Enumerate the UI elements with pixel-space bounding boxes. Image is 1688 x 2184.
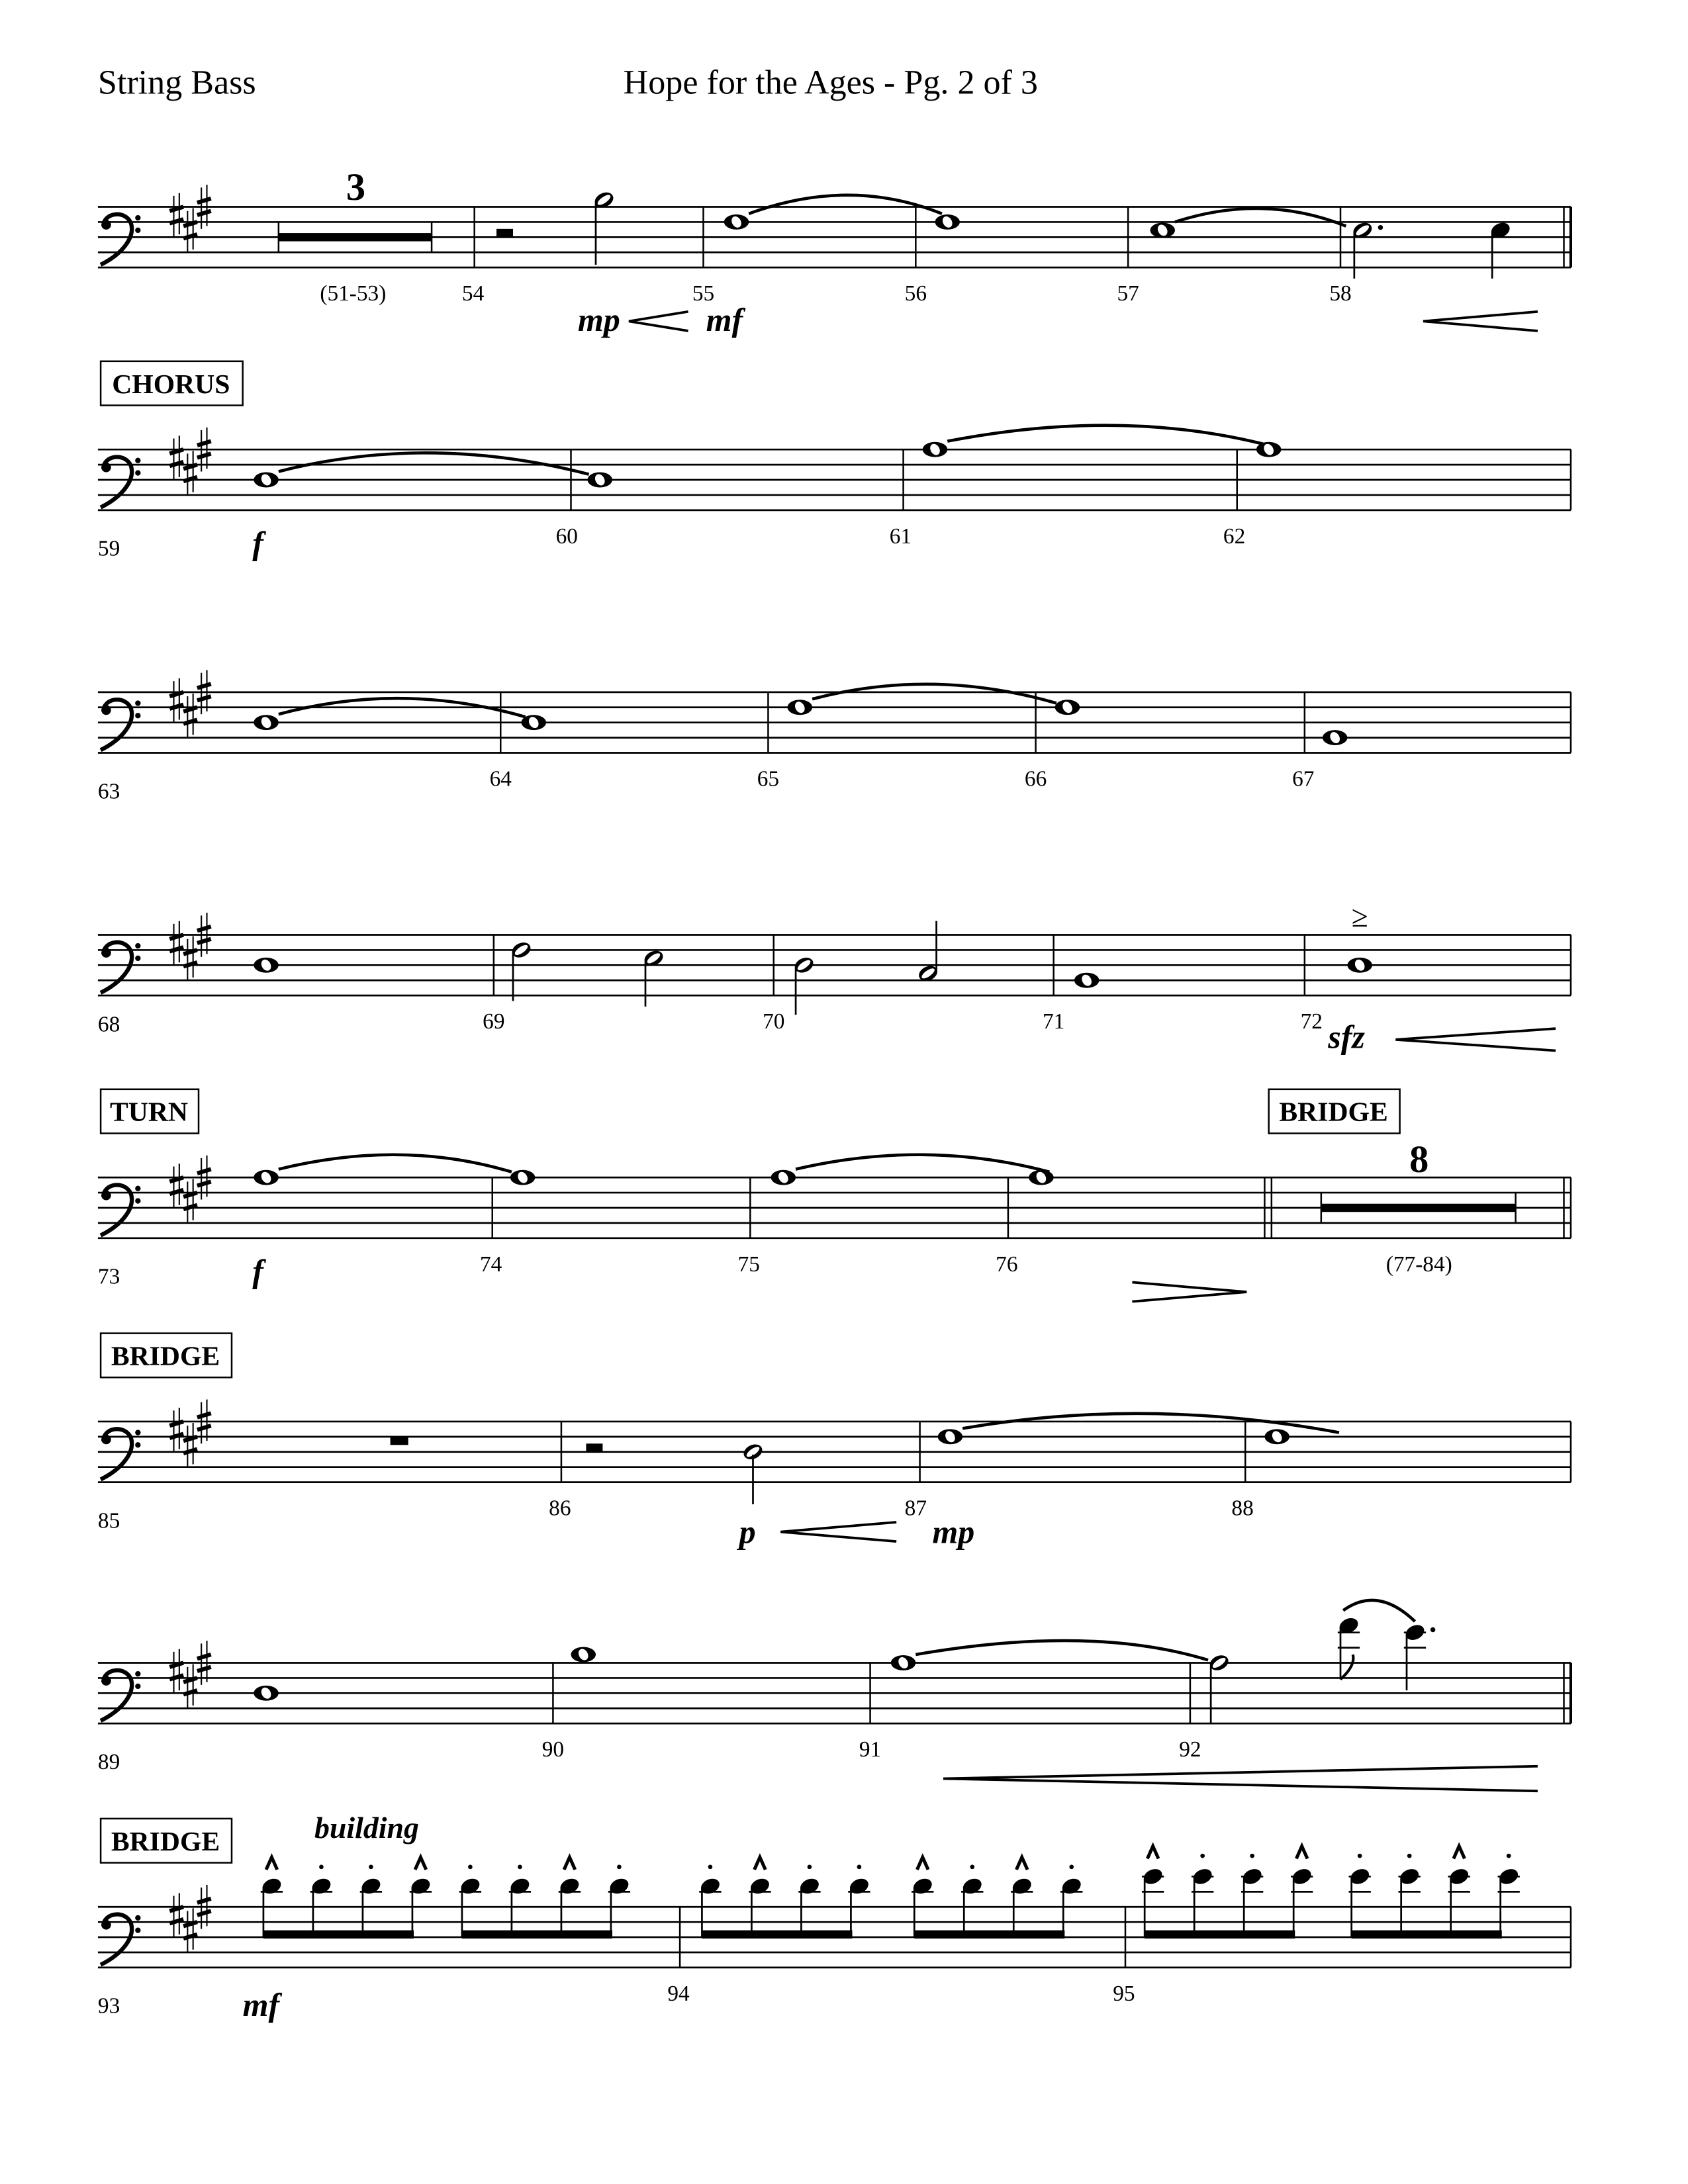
page-title: Hope for the Ages - Pg. 2 of 3 [623,64,1038,102]
eighth-note-group [1348,1846,1521,1939]
measure-number: 63 [97,779,120,804]
system-2 [98,426,1571,510]
svg-text:BRIDGE: BRIDGE [1279,1097,1388,1128]
measure-number: 92 [1179,1737,1201,1762]
crescendo-hairpin [943,1766,1538,1792]
measure-number: 88 [1231,1496,1254,1521]
measure-number: 57 [1117,281,1139,306]
measure-number: 76 [996,1251,1018,1277]
measure-number: 73 [97,1264,120,1289]
system-6 [98,1400,1571,1504]
rehearsal-mark-bridge [101,1334,232,1378]
system-3 [98,670,1571,753]
system-5 [98,1138,1571,1238]
eighth-note-group [260,1857,432,1938]
measure-number: 65 [757,766,780,792]
crescendo-hairpin [629,312,688,331]
measure-number: 56 [904,281,927,306]
measure-number: 66 [1024,766,1047,792]
eighth-note-group [1141,1846,1313,1939]
eighth-note-group [911,1857,1083,1938]
rest-count: 8 [1409,1137,1429,1181]
dynamic-mf: mf [706,301,743,338]
svg-text:BRIDGE: BRIDGE [111,1341,220,1372]
measure-range: (77-84) [1385,1251,1452,1277]
rehearsal-mark-chorus [101,361,243,406]
dynamic-mp: mp [932,1513,975,1551]
dynamic-p: p [739,1513,756,1551]
measure-number: 60 [555,523,578,549]
measure-number: 94 [667,1981,690,2006]
measure-number: 71 [1043,1009,1065,1034]
measure-number: 69 [483,1009,505,1034]
rehearsal-mark-bridge [1269,1089,1400,1134]
measure-number: 55 [692,281,715,306]
measure-number: 68 [97,1012,120,1037]
rehearsal-mark-turn [101,1089,199,1134]
measure-number: 61 [889,523,912,549]
measure-number: 62 [1223,523,1246,549]
rest-count: 3 [346,165,366,209]
accent-tenuto-icon: ≥ [1351,899,1368,933]
dynamic-sfz: sfz [1328,1018,1365,1056]
measure-number: 54 [461,281,485,306]
measure-number: 59 [97,536,120,561]
decrescendo-hairpin [1132,1283,1246,1302]
measure-number: 64 [489,766,512,792]
crescendo-hairpin [780,1522,896,1541]
measure-number: 85 [97,1508,120,1533]
rehearsal-mark-bridge [101,1819,232,1863]
dynamic-mf: mf [242,1985,280,2023]
dynamic-f: f [252,524,263,562]
measure-number: 86 [549,1496,571,1521]
expression-building: building [314,1811,419,1845]
crescendo-hairpin [1423,312,1538,331]
crescendo-hairpin [1395,1028,1556,1050]
measure-number: 58 [1329,281,1352,306]
measure-number: 72 [1300,1009,1323,1034]
measure-number: 91 [859,1737,882,1762]
system-8 [98,1846,1571,1968]
measure-range: (51-53) [320,281,387,306]
measure-number: 95 [1113,1981,1135,2006]
measure-number: 89 [97,1749,120,1774]
whole-rest [391,1437,408,1445]
system-1 [98,165,1571,279]
measure-number: 93 [97,1993,120,2019]
measure-number: 67 [1292,766,1315,792]
system-4 [98,899,1571,1015]
multi-measure-rest [279,233,432,242]
measure-number: 87 [904,1496,927,1521]
instrument-name: String Bass [97,64,256,102]
half-rest [586,1443,602,1452]
svg-text:CHORUS: CHORUS [112,369,230,400]
half-rest [496,229,513,238]
measure-number: 90 [541,1737,565,1762]
svg-text:TURN: TURN [109,1097,189,1128]
system-7 [98,1600,1571,1723]
measure-number: 75 [737,1251,760,1277]
multi-measure-rest [1321,1204,1516,1212]
measure-number: 74 [480,1251,502,1277]
dynamic-f: f [252,1252,263,1290]
measure-number: 70 [763,1009,785,1034]
eighth-note-group [698,1857,870,1938]
dynamic-mp: mp [577,301,620,338]
eighth-note-group [459,1857,631,1938]
svg-text:BRIDGE: BRIDGE [111,1826,220,1857]
